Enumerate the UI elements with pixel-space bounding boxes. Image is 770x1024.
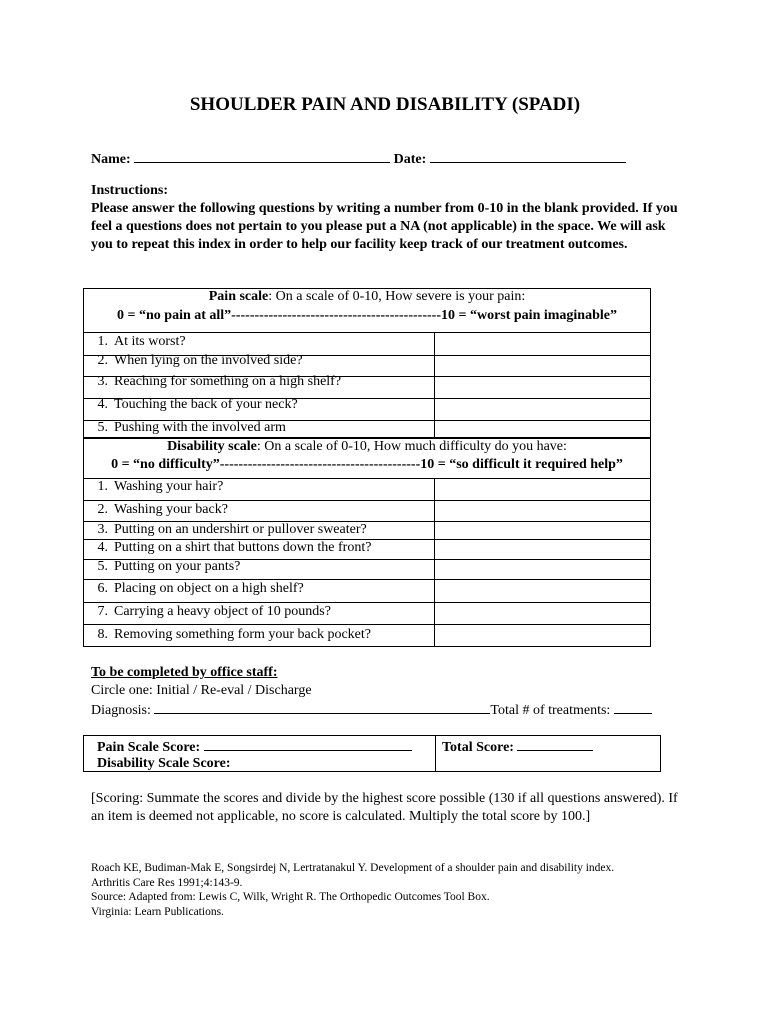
pain-answer-1[interactable] [435, 333, 651, 355]
pain-score-label: Pain Scale Score: [97, 740, 201, 755]
disability-scale-table [83, 437, 651, 647]
pain-item-2: 2. When lying on the involved side? [97, 353, 303, 368]
name-date-row [91, 149, 626, 169]
pain-scale-label: Pain scale [208, 289, 269, 304]
name-label: Name: [91, 152, 131, 167]
references [91, 861, 701, 919]
pain-scale-range: 0 = “no pain at all”---------------------------------------------10 = “worst pain imaginable” [117, 308, 617, 323]
diagnosis-field[interactable] [154, 700, 490, 714]
disability-item-1: 1. Washing your hair? [97, 479, 224, 494]
disability-scale-prompt: : On a scale of 0-10, How much difficulty do you have: [256, 439, 567, 454]
pain-scale-header [84, 289, 650, 305]
instructions-heading: Instructions: [91, 183, 169, 198]
disability-item-7: 7. Carrying a heavy object of 10 pounds? [97, 604, 331, 619]
disability-answer-2[interactable] [435, 501, 651, 521]
pain-score-field[interactable] [204, 737, 412, 751]
circle-one-text: Circle one: Initial / Re-eval / Discharge [91, 683, 312, 698]
diagnosis-label: Diagnosis: [91, 703, 151, 718]
treatments-label: Total # of treatments: [490, 703, 611, 718]
reference-line-2: Arthritis Care Res 1991;4:143-9. [91, 876, 243, 889]
pain-answer-4[interactable] [435, 399, 651, 420]
disability-scale-label: Disability scale [167, 439, 257, 454]
disability-answer-8[interactable] [435, 625, 651, 647]
staff-heading: To be completed by office staff: [91, 665, 278, 680]
total-score-label: Total Score: [442, 740, 514, 755]
pain-item-3: 3. Reaching for something on a high shelf? [97, 374, 342, 389]
page-title: SHOULDER PAIN AND DISABILITY (SPADI) [189, 94, 581, 115]
disability-item-4: 4. Putting on a shirt that buttons down the front? [97, 540, 372, 555]
reference-line-4: Virginia: Learn Publications. [91, 905, 224, 918]
disability-answer-4[interactable] [435, 540, 651, 559]
treatments-field[interactable] [614, 700, 652, 714]
disability-item-3: 3. Putting on an undershirt or pullover sweater? [97, 522, 367, 537]
pain-answer-3[interactable] [435, 377, 651, 398]
disability-scale-range: 0 = “no difficulty”-------------------------------------------10 = “so difficult it required help” [111, 457, 623, 472]
total-score-row [442, 737, 593, 757]
pain-score-row [97, 737, 412, 757]
disability-answer-7[interactable] [435, 603, 651, 624]
pain-answer-2[interactable] [435, 356, 651, 376]
diagnosis-row [91, 700, 652, 720]
date-label: Date: [393, 152, 427, 167]
disability-score-label: Disability Scale Score: [97, 756, 231, 771]
disability-item-6: 6. Placing on object on a high shelf? [97, 581, 304, 596]
disability-scale-header [84, 439, 650, 455]
disability-answer-6[interactable] [435, 580, 651, 602]
reference-line-1: Roach KE, Budiman-Mak E, Songsirdej N, Lertratanakul Y. Development of a shoulder pain and disability index. [91, 862, 615, 874]
disability-item-5: 5. Putting on your pants? [97, 559, 241, 574]
instructions-text: Please answer the following questions by writing a number from 0-10 in the blank provided. If you feel a questions does not pertain to you please put a NA (not applicable) in the space. We will ask you to repeat this index in order to help our facility keep track of our treatment outcomes. [91, 201, 678, 252]
pain-scale-prompt: : On a scale of 0-10, How severe is your pain: [268, 289, 526, 304]
pain-item-5: 5. Pushing with the involved arm [97, 420, 286, 435]
reference-line-3: Source: Adapted from: Lewis C, Wilk, Wright R. The Orthopedic Outcomes Tool Box. [91, 891, 490, 903]
scoring-note: [Scoring: Summate the scores and divide by the highest score possible (130 if all questions answered). If an item is deemed not applicable, no score is calculated. Multiply the total score by 100.] [91, 791, 678, 824]
date-field[interactable] [430, 149, 626, 163]
pain-item-4: 4. Touching the back of your neck? [97, 397, 298, 412]
name-field[interactable] [134, 149, 390, 163]
disability-item-8: 8. Removing something form your back pocket? [97, 627, 371, 642]
pain-item-1: 1. At its worst? [97, 334, 186, 349]
disability-item-2: 2. Washing your back? [97, 502, 228, 517]
total-score-field[interactable] [517, 737, 593, 751]
pain-answer-5[interactable] [435, 421, 651, 438]
score-box [83, 735, 661, 772]
pain-scale-table [83, 288, 651, 438]
disability-answer-3[interactable] [435, 522, 651, 539]
disability-answer-1[interactable] [435, 479, 651, 500]
disability-answer-5[interactable] [435, 560, 651, 579]
